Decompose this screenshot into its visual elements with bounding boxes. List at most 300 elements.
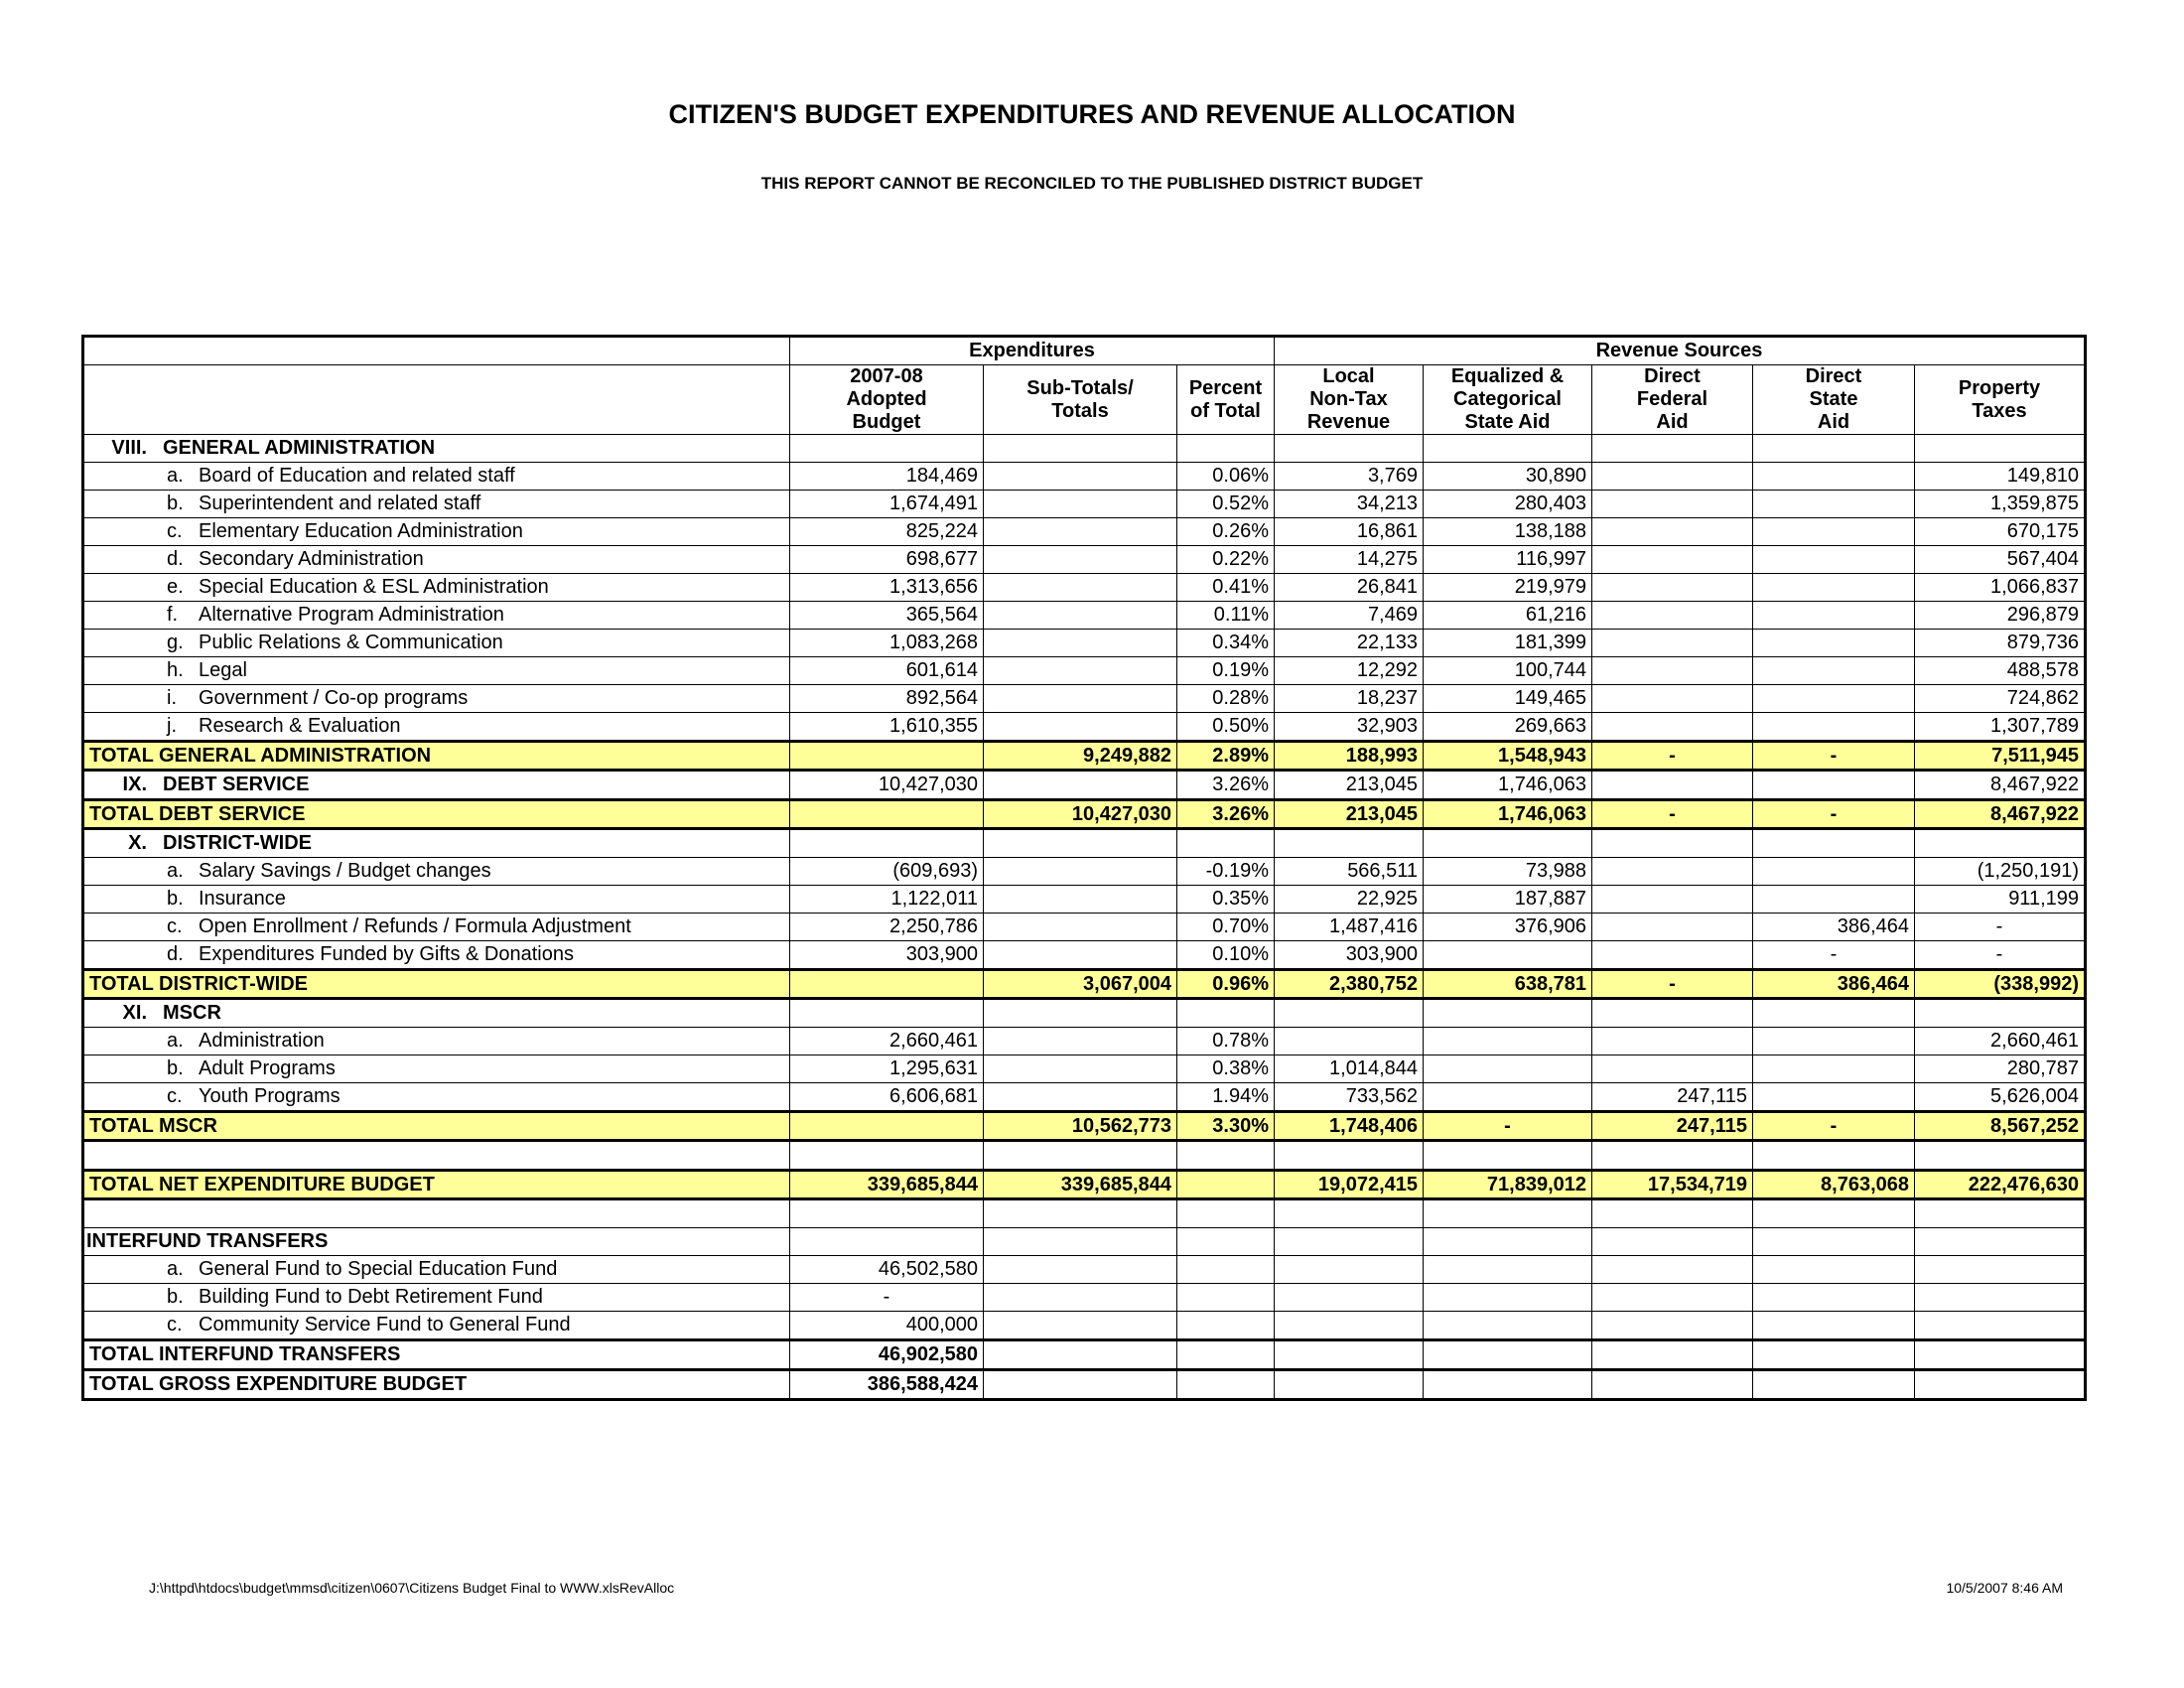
row-label: TOTAL GROSS EXPENDITURE BUDGET [83,1370,790,1400]
cell-percent [1177,435,1275,463]
cell-direct-federal-aid [1592,463,1753,491]
item-label: Administration [199,1030,325,1052]
item-letter: e. [167,576,184,598]
cell-direct-state-aid [1753,1199,1915,1228]
cell-subtotal [984,1028,1177,1055]
item-label: General Fund to Special Education Fund [199,1258,558,1280]
cell-direct-federal-aid [1592,602,1753,630]
cell-direct-state-aid: 386,464 [1753,914,1915,941]
column-header-line: Sub-Totals/ [1026,376,1134,399]
cell-adopted-budget: 2,660,461 [790,1028,984,1055]
column-header-line: 2007-08 [850,365,923,387]
cell-local-nontax [1275,1284,1424,1312]
cell-direct-federal-aid [1592,1141,1753,1171]
cell-property-taxes [1915,1370,2086,1400]
table-row [83,491,2086,518]
cell-property-taxes: 724,862 [1915,685,2086,713]
item-letter: b. [167,1057,184,1079]
cell-adopted-budget: 303,900 [790,941,984,970]
row-label [83,1055,790,1083]
cell-adopted-budget [790,1112,984,1141]
section-code: IX. [122,774,147,795]
row-label: TOTAL DEBT SERVICE [83,800,790,829]
cell-equalized-state-aid: 181,399 [1424,630,1592,657]
cell-equalized-state-aid: 187,887 [1424,886,1592,914]
cell-direct-state-aid [1753,1370,1915,1400]
cell-local-nontax: 1,487,416 [1275,914,1424,941]
table-row [83,914,2086,941]
item-label: Youth Programs [199,1085,341,1107]
section-code: X. [128,832,147,854]
cell-subtotal [984,713,1177,742]
cell-direct-state-aid [1753,713,1915,742]
cell-property-taxes: 670,175 [1915,518,2086,546]
table-row [83,1284,2086,1312]
cell-adopted-budget: 339,685,844 [790,1171,984,1199]
cell-subtotal [984,657,1177,685]
cell-percent [1177,1312,1275,1340]
cell-equalized-state-aid [1424,1083,1592,1112]
item-label: Superintendent and related staff [199,492,481,514]
cell-percent: 2.89% [1177,742,1275,771]
row-label [83,1199,790,1228]
expenditures-group-header: Expenditures [790,337,1275,365]
cell-subtotal: 3,067,004 [984,970,1177,999]
cell-equalized-state-aid [1424,435,1592,463]
item-letter: c. [167,520,183,542]
cell-local-nontax: 2,380,752 [1275,970,1424,999]
print-timestamp: 10/5/2007 8:46 AM [1946,1580,2063,1596]
column-header [984,365,1177,435]
cell-equalized-state-aid: 638,781 [1424,970,1592,999]
cell-direct-federal-aid [1592,546,1753,574]
cell-property-taxes: - [1915,914,2086,941]
table-row [83,518,2086,546]
cell-subtotal [984,999,1177,1028]
cell-percent: 0.52% [1177,491,1275,518]
cell-subtotal: 10,427,030 [984,800,1177,829]
item-letter: g. [167,632,184,653]
cell-direct-federal-aid: 247,115 [1592,1083,1753,1112]
cell-equalized-state-aid: 71,839,012 [1424,1171,1592,1199]
cell-property-taxes: 8,567,252 [1915,1112,2086,1141]
cell-local-nontax [1275,999,1424,1028]
column-header-line: State [1809,388,1858,410]
cell-percent: 0.41% [1177,574,1275,602]
cell-subtotal: 9,249,882 [984,742,1177,771]
cell-property-taxes: 567,404 [1915,546,2086,574]
cell-equalized-state-aid [1424,829,1592,858]
cell-equalized-state-aid [1424,1312,1592,1340]
cell-local-nontax: 22,133 [1275,630,1424,657]
item-letter: b. [167,888,184,910]
section-code: VIII. [111,437,147,459]
cell-subtotal [984,602,1177,630]
cell-equalized-state-aid: 280,403 [1424,491,1592,518]
cell-direct-federal-aid: - [1592,742,1753,771]
cell-equalized-state-aid: 73,988 [1424,858,1592,886]
cell-adopted-budget: 1,295,631 [790,1055,984,1083]
cell-direct-federal-aid: - [1592,970,1753,999]
item-label: Expenditures Funded by Gifts & Donations [199,943,574,965]
row-label [83,685,790,713]
table-row [83,657,2086,685]
cell-direct-federal-aid [1592,574,1753,602]
cell-direct-federal-aid: - [1592,800,1753,829]
row-label [83,1312,790,1340]
cell-subtotal [984,941,1177,970]
cell-local-nontax: 34,213 [1275,491,1424,518]
cell-property-taxes: 149,810 [1915,463,2086,491]
row-label: TOTAL GENERAL ADMINISTRATION [83,742,790,771]
cell-subtotal [984,914,1177,941]
cell-subtotal [984,1141,1177,1171]
table-row [83,546,2086,574]
table-row [83,602,2086,630]
report-title: CITIZEN'S BUDGET EXPENDITURES AND REVENUE ALLOCATION [668,99,1516,129]
item-letter: d. [167,943,184,965]
cell-property-taxes [1915,1141,2086,1171]
cell-subtotal [984,463,1177,491]
cell-property-taxes: 8,467,922 [1915,771,2086,800]
cell-equalized-state-aid [1424,1256,1592,1284]
cell-direct-federal-aid [1592,1256,1753,1284]
row-label [83,886,790,914]
cell-direct-federal-aid: 17,534,719 [1592,1171,1753,1199]
item-label: Building Fund to Debt Retirement Fund [199,1286,543,1308]
cell-direct-state-aid [1753,435,1915,463]
cell-direct-state-aid [1753,858,1915,886]
cell-equalized-state-aid [1424,1028,1592,1055]
column-header-line: Federal [1636,388,1708,410]
item-letter: j. [167,715,177,737]
cell-adopted-budget: 386,588,424 [790,1370,984,1400]
cell-adopted-budget [790,1228,984,1256]
cell-local-nontax: 188,993 [1275,742,1424,771]
cell-local-nontax: 566,511 [1275,858,1424,886]
row-label [83,1284,790,1312]
cell-equalized-state-aid [1424,999,1592,1028]
cell-direct-state-aid [1753,463,1915,491]
cell-direct-state-aid [1753,602,1915,630]
cell-direct-state-aid [1753,1312,1915,1340]
cell-equalized-state-aid: 61,216 [1424,602,1592,630]
cell-local-nontax [1275,1340,1424,1370]
cell-equalized-state-aid: 149,465 [1424,685,1592,713]
cell-subtotal [984,1083,1177,1112]
cell-equalized-state-aid: 1,746,063 [1424,800,1592,829]
cell-property-taxes: 280,787 [1915,1055,2086,1083]
cell-percent: 0.50% [1177,713,1275,742]
cell-local-nontax: 7,469 [1275,602,1424,630]
row-label [83,914,790,941]
cell-adopted-budget: (609,693) [790,858,984,886]
section-row [83,999,2086,1028]
cell-adopted-budget [790,999,984,1028]
cell-direct-state-aid: - [1753,1112,1915,1141]
table-row [83,574,2086,602]
item-label: Board of Education and related staff [199,465,515,487]
cell-adopted-budget: 184,469 [790,463,984,491]
cell-equalized-state-aid [1424,1055,1592,1083]
cell-local-nontax: 12,292 [1275,657,1424,685]
cell-direct-federal-aid [1592,914,1753,941]
cell-adopted-budget [790,435,984,463]
cell-property-taxes: 222,476,630 [1915,1171,2086,1199]
row-label [83,602,790,630]
cell-equalized-state-aid: 100,744 [1424,657,1592,685]
cell-direct-state-aid [1753,999,1915,1028]
column-header [1275,365,1424,435]
item-letter: b. [167,492,184,514]
cell-adopted-budget: 1,083,268 [790,630,984,657]
cell-percent: 1.94% [1177,1083,1275,1112]
cell-percent: 3.26% [1177,800,1275,829]
total-row [83,970,2086,999]
section-label: DEBT SERVICE [163,774,310,795]
cell-property-taxes [1915,1256,2086,1284]
cell-subtotal [984,1055,1177,1083]
cell-property-taxes: 911,199 [1915,886,2086,914]
cell-property-taxes: 7,511,945 [1915,742,2086,771]
table-row [83,1141,2086,1171]
cell-property-taxes [1915,1228,2086,1256]
row-label [83,657,790,685]
cell-subtotal [984,1312,1177,1340]
cell-direct-federal-aid [1592,1340,1753,1370]
cell-direct-federal-aid [1592,1284,1753,1312]
cell-adopted-budget: 1,122,011 [790,886,984,914]
row-label: TOTAL DISTRICT-WIDE [83,970,790,999]
cell-adopted-budget: 1,674,491 [790,491,984,518]
revenue-sources-group-header: Revenue Sources [1275,337,2086,365]
cell-subtotal: 339,685,844 [984,1171,1177,1199]
cell-direct-state-aid [1753,1083,1915,1112]
column-header-line: Totals [1051,399,1109,422]
table-row [83,463,2086,491]
row-label: TOTAL INTERFUND TRANSFERS [83,1340,790,1370]
table-row [83,1028,2086,1055]
cell-percent: 0.22% [1177,546,1275,574]
section-label: DISTRICT-WIDE [163,832,312,854]
cell-equalized-state-aid [1424,1340,1592,1370]
cell-property-taxes [1915,1312,2086,1340]
cell-property-taxes: 8,467,922 [1915,800,2086,829]
cell-property-taxes: 5,626,004 [1915,1083,2086,1112]
row-label [83,858,790,886]
cell-percent: 0.10% [1177,941,1275,970]
column-header [1753,365,1915,435]
cell-property-taxes: - [1915,941,2086,970]
cell-direct-state-aid [1753,685,1915,713]
column-header-line: State Aid [1464,411,1551,433]
total-row [83,1171,2086,1199]
cell-direct-state-aid: - [1753,800,1915,829]
item-letter: a. [167,860,184,882]
table-row [83,886,2086,914]
cell-direct-federal-aid [1592,829,1753,858]
cell-adopted-budget [790,1141,984,1171]
cell-equalized-state-aid: 1,746,063 [1424,771,1592,800]
cell-direct-state-aid [1753,518,1915,546]
cell-subtotal [984,886,1177,914]
item-label: Open Enrollment / Refunds / Formula Adjustment [199,915,631,937]
report-subtitle: THIS REPORT CANNOT BE RECONCILED TO THE PUBLISHED DISTRICT BUDGET [760,174,1424,193]
cell-subtotal [984,858,1177,886]
cell-subtotal [984,491,1177,518]
cell-local-nontax: 213,045 [1275,800,1424,829]
cell-direct-federal-aid [1592,518,1753,546]
cell-subtotal [984,546,1177,574]
item-letter: c. [167,1085,183,1107]
cell-direct-federal-aid [1592,435,1753,463]
cell-equalized-state-aid [1424,941,1592,970]
item-label: Elementary Education Administration [199,520,523,542]
cell-direct-federal-aid [1592,886,1753,914]
item-label: Research & Evaluation [199,715,401,737]
cell-local-nontax: 32,903 [1275,713,1424,742]
row-label [83,713,790,742]
cell-direct-state-aid [1753,829,1915,858]
cell-direct-federal-aid: 247,115 [1592,1112,1753,1141]
cell-direct-state-aid [1753,1028,1915,1055]
row-label: INTERFUND TRANSFERS [83,1228,790,1256]
cell-adopted-budget: 1,610,355 [790,713,984,742]
cell-equalized-state-aid [1424,1141,1592,1171]
cell-property-taxes: 2,660,461 [1915,1028,2086,1055]
cell-adopted-budget: 601,614 [790,657,984,685]
row-label [83,546,790,574]
table-row [83,941,2086,970]
column-header-line: Taxes [1972,399,2027,422]
cell-direct-state-aid [1753,1340,1915,1370]
cell-adopted-budget: - [790,1284,984,1312]
row-label: TOTAL MSCR [83,1112,790,1141]
cell-property-taxes: (1,250,191) [1915,858,2086,886]
cell-subtotal [984,1228,1177,1256]
total-row [83,800,2086,829]
table-row [83,858,2086,886]
cell-percent: 0.11% [1177,602,1275,630]
cell-adopted-budget [790,800,984,829]
row-label [83,829,790,858]
cell-direct-state-aid [1753,886,1915,914]
item-letter: a. [167,1258,184,1280]
cell-subtotal [984,630,1177,657]
row-label [83,1141,790,1171]
column-header-line: Equalized & [1450,365,1565,387]
cell-percent [1177,1141,1275,1171]
cell-equalized-state-aid: 219,979 [1424,574,1592,602]
cell-local-nontax [1275,435,1424,463]
cell-property-taxes [1915,1284,2086,1312]
budget-table [81,335,2087,1401]
cell-local-nontax: 1,748,406 [1275,1112,1424,1141]
cell-property-taxes [1915,999,2086,1028]
cell-direct-state-aid [1753,1228,1915,1256]
item-label: Special Education & ESL Administration [199,576,549,598]
cell-subtotal [984,518,1177,546]
cell-adopted-budget: 10,427,030 [790,771,984,800]
cell-direct-state-aid [1753,1055,1915,1083]
row-label [83,518,790,546]
cell-percent: 0.06% [1177,463,1275,491]
section-label: GENERAL ADMINISTRATION [163,437,436,459]
blank-header-cell [83,337,790,365]
cell-subtotal [984,574,1177,602]
item-label: Legal [199,659,247,681]
column-header [1915,365,2086,435]
cell-property-taxes: 488,578 [1915,657,2086,685]
cell-percent [1177,1340,1275,1370]
cell-direct-federal-aid [1592,685,1753,713]
cell-percent: 3.26% [1177,771,1275,800]
item-letter: d. [167,548,184,570]
cell-property-taxes [1915,1199,2086,1228]
column-header [1424,365,1592,435]
cell-adopted-budget: 6,606,681 [790,1083,984,1112]
item-label: Public Relations & Communication [199,632,503,653]
column-header-line: Aid [1656,411,1689,433]
column-header-line: Property [1958,376,2041,399]
cell-direct-federal-aid [1592,1370,1753,1400]
total-row [83,1112,2086,1141]
table-row [83,713,2086,742]
cell-adopted-budget: 1,313,656 [790,574,984,602]
cell-local-nontax: 22,925 [1275,886,1424,914]
cell-subtotal [984,1340,1177,1370]
cell-property-taxes [1915,829,2086,858]
cell-local-nontax [1275,1228,1424,1256]
cell-direct-state-aid: 8,763,068 [1753,1171,1915,1199]
cell-direct-state-aid [1753,546,1915,574]
cell-adopted-budget [790,1199,984,1228]
cell-local-nontax [1275,1141,1424,1171]
cell-property-taxes: (338,992) [1915,970,2086,999]
column-header-line: Categorical [1453,388,1562,410]
column-header [1177,365,1275,435]
cell-local-nontax [1275,1370,1424,1400]
column-header-line: Aid [1817,411,1850,433]
row-label [83,491,790,518]
cell-direct-federal-aid [1592,657,1753,685]
row-label [83,435,790,463]
cell-direct-federal-aid [1592,1228,1753,1256]
cell-equalized-state-aid: 30,890 [1424,463,1592,491]
cell-percent: 0.28% [1177,685,1275,713]
cell-percent: 0.35% [1177,886,1275,914]
row-label [83,574,790,602]
cell-local-nontax [1275,1199,1424,1228]
item-letter: a. [167,465,184,487]
cell-direct-state-aid [1753,1141,1915,1171]
cell-adopted-budget [790,970,984,999]
cell-direct-state-aid [1753,771,1915,800]
cell-percent [1177,1199,1275,1228]
cell-percent: 0.19% [1177,657,1275,685]
section-row [83,435,2086,463]
cell-percent [1177,1228,1275,1256]
cell-subtotal [984,435,1177,463]
cell-direct-federal-aid [1592,858,1753,886]
column-header-line: of Total [1190,399,1261,422]
column-header-line: Percent [1188,376,1263,399]
cell-percent [1177,999,1275,1028]
cell-local-nontax [1275,1028,1424,1055]
cell-percent: -0.19% [1177,858,1275,886]
cell-local-nontax: 18,237 [1275,685,1424,713]
item-label: Alternative Program Administration [199,604,504,626]
